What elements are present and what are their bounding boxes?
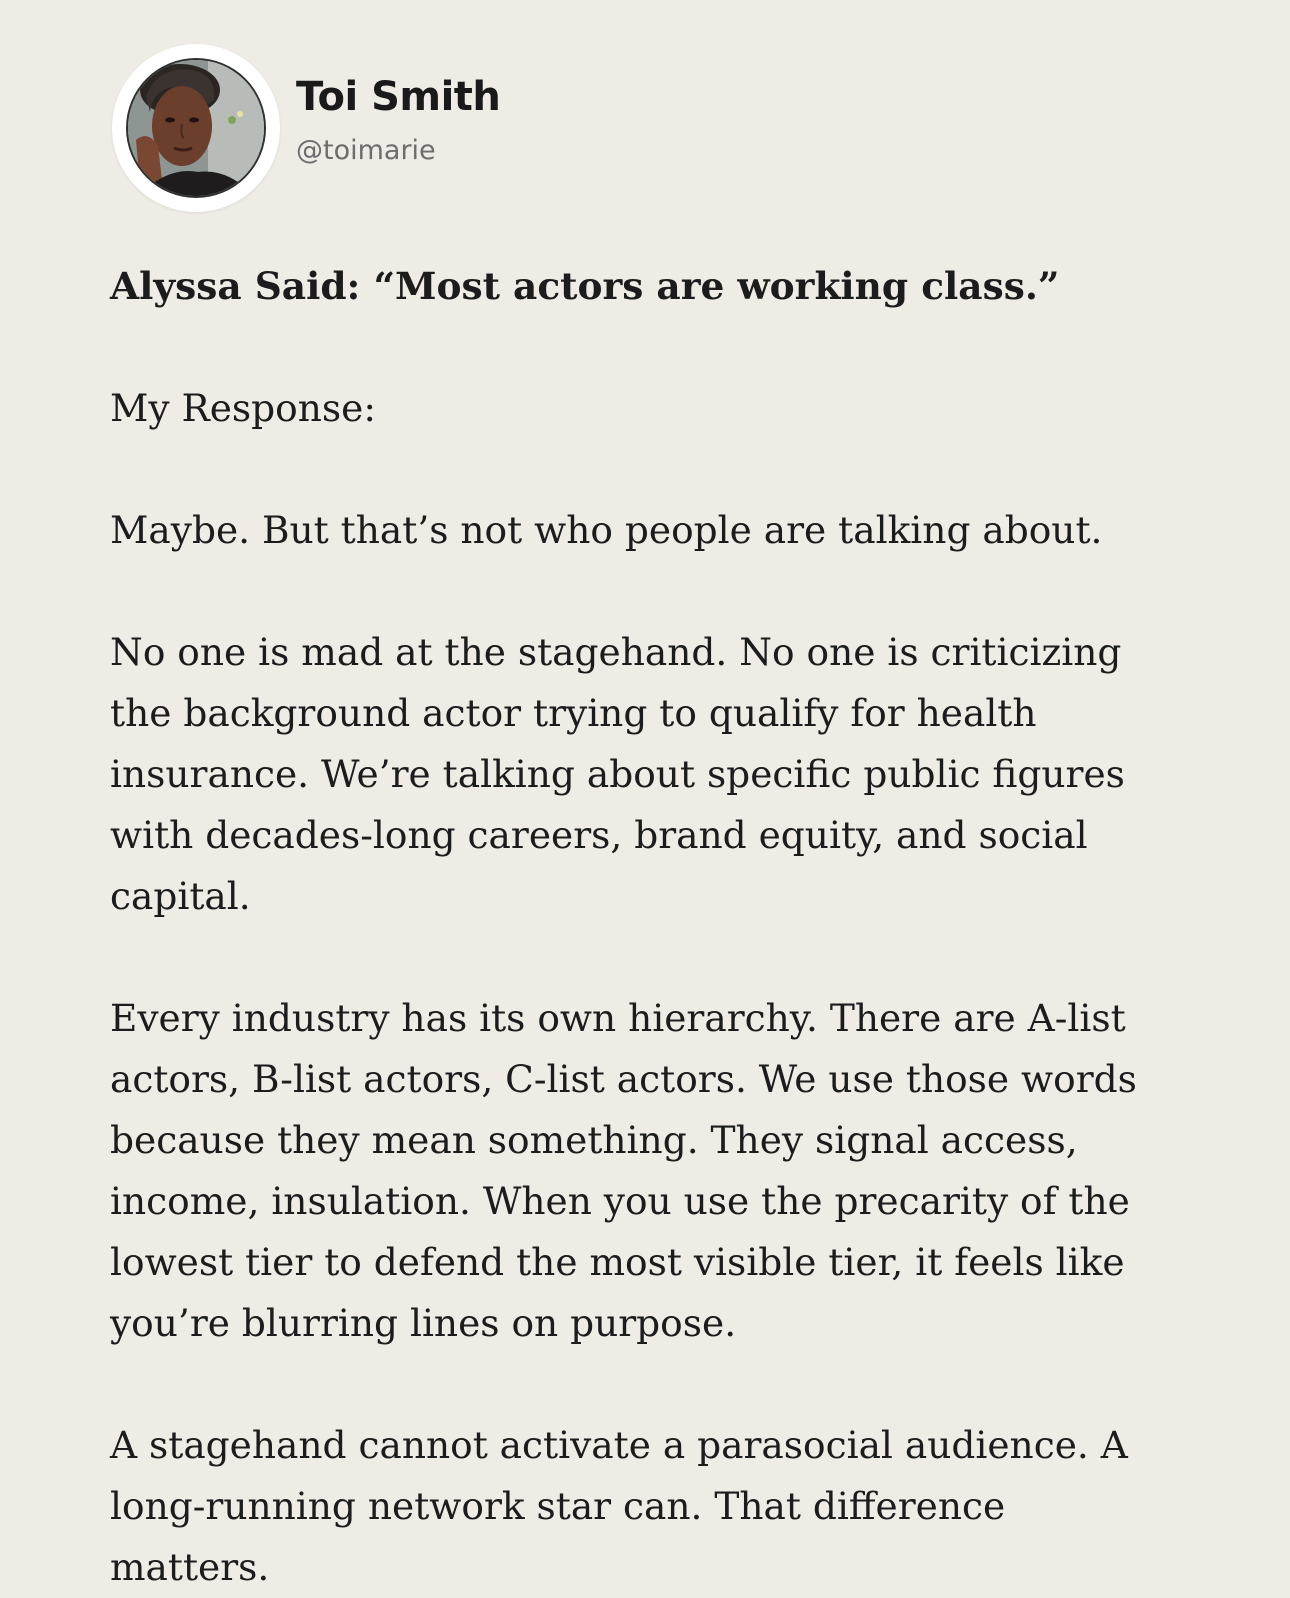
author-handle[interactable]: @toimarie bbox=[296, 134, 436, 166]
post-paragraph: No one is mad at the stagehand. No one is criticizing the background actor trying to qualify for health insurance. We’re talking about specific public figures with decades-long careers, brand equity, and social capital. bbox=[110, 630, 1125, 918]
post-body bbox=[110, 256, 1170, 1598]
post-paragraph: My Response: bbox=[110, 386, 376, 430]
post-paragraph: Every industry has its own hierarchy. There are A-list actors, B-list actors, C-list actors. We use those words because they mean something. They signal access, income, insulation. When you use the precarity of the lowest tier to defend the most visible tier, it feels like you’re blurring lines on purpose. bbox=[110, 996, 1137, 1345]
avatar-portrait-illustration bbox=[128, 60, 264, 196]
author-name[interactable]: Toi Smith bbox=[296, 73, 501, 120]
post-quote: Alyssa Said: “Most actors are working class.” bbox=[110, 264, 1060, 308]
avatar[interactable] bbox=[112, 44, 280, 212]
author-identity bbox=[296, 73, 500, 167]
post-paragraph: Maybe. But that’s not who people are talking about. bbox=[110, 508, 1103, 552]
post-header bbox=[112, 44, 500, 212]
post-paragraph: A stagehand cannot activate a parasocial audience. A long-running network star can. That difference matters. bbox=[110, 1423, 1128, 1589]
avatar-photo bbox=[128, 60, 264, 196]
